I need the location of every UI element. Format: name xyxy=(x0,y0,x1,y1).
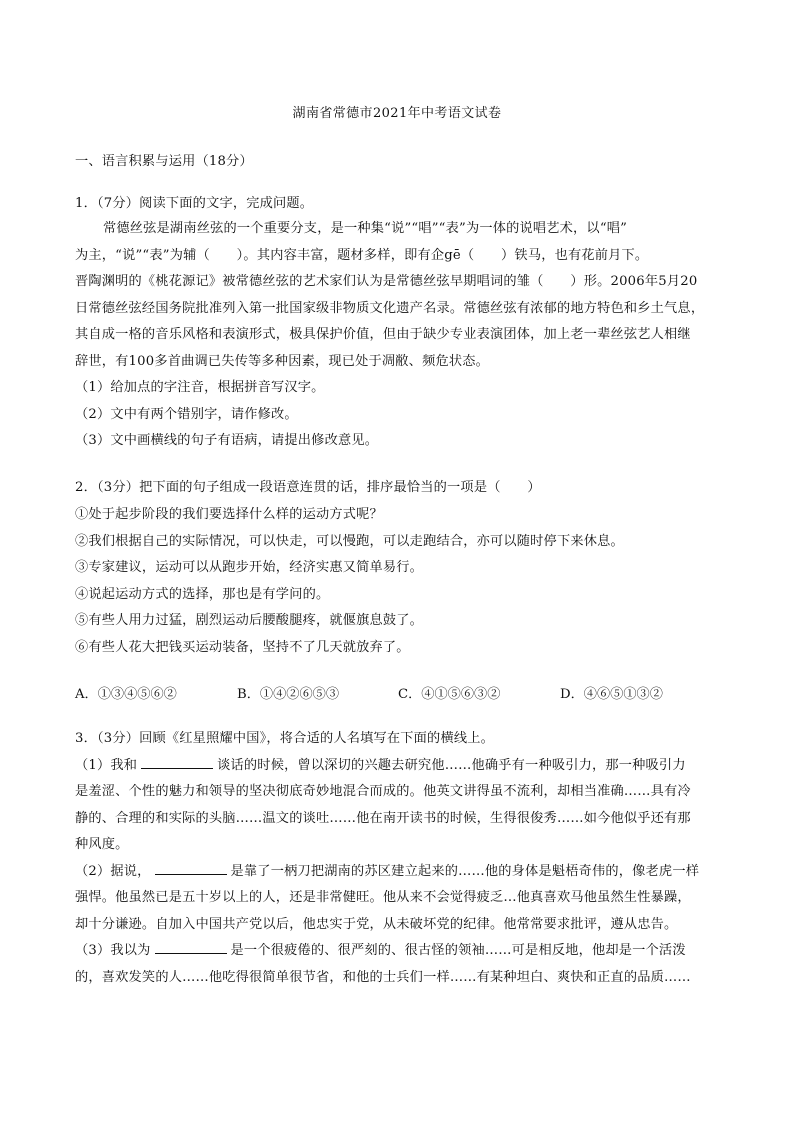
sentence-item: ②我们根据自己的实际情况，可以快走，可以慢跑，可以走跑结合，亦可以随时停下来休息。 xyxy=(75,534,624,549)
passage-line: 其自成一格的音乐风格和表演形式，极具保护价值，但由于缺少专业表演团体，加上老一辈丝弦艺人相继 xyxy=(75,327,691,342)
sentence-item: ⑤有些人用力过猛，剧烈运动后腰酸腿疼，就偃旗息鼓了。 xyxy=(75,613,424,628)
paragraph-line: 的，喜欢发笑的人……他吃得很简单很节省，和他的士兵们一样……有某种坦白、爽快和正直的品质…… xyxy=(75,970,691,985)
answer-blank[interactable] xyxy=(141,756,213,769)
question-1-stem: 1．（7分）阅读下面的文字，完成问题。 xyxy=(75,196,314,211)
sub-question: （3）文中画横线的句子有语病，请提出修改意见。 xyxy=(75,433,379,448)
sentence-item: ①处于起步阶段的我们要选择什么样的运动方式呢？ xyxy=(75,507,383,522)
passage-line: 辞世，有100多首曲调已失传等多种因素，现已处于凋敝、频危状态。 xyxy=(75,354,490,369)
fill-prefix: （3）我以为 xyxy=(75,943,151,958)
section-heading: 一、语言积累与运用（18分） xyxy=(75,154,253,169)
paragraph-line: 却十分谦逊。自加入中国共产党以后，他忠实于党，从未破坏党的纪律。他常常要求批评，遵从忠告。 xyxy=(75,917,678,932)
fill-prefix: （2）据说， xyxy=(75,864,151,879)
fill-text: 谈话的时候，曾以深切的兴趣去研究他……他确乎有一种吸引力，那一种吸引力 xyxy=(217,758,686,773)
paragraph-line: 强悍。他虽然已是五十岁以上的人，还是非常健旺。他从来不会觉得疲乏…他真喜欢马他虽然生性暴躁， xyxy=(75,890,691,905)
question-2-stem: 2．（3分）把下面的句子组成一段语意连贯的话，排序最恰当的一项是（ ） xyxy=(75,480,541,495)
paragraph-line: 种风度。 xyxy=(75,837,129,852)
fill-line xyxy=(75,862,725,882)
sentence-item: ④说起运动方式的选择，那也是有学问的。 xyxy=(75,587,330,602)
passage-line: 为主，“说”“表”为辅（ ）。其内容丰富，题材多样，即有企gē（ ）铁马，也有花前月下。 xyxy=(75,248,649,263)
answer-blank[interactable] xyxy=(155,862,227,875)
paragraph-line: 静的、合理的和实际的头脑……温文的谈吐……他在南开读书的时候，生得很俊秀……如今他似乎还有那 xyxy=(75,811,691,826)
passage-line: 日常德丝弦经国务院批准列入第一批国家级非物质文化遗产名录。常德丝弦有浓郁的地方特色和乡土气息， xyxy=(75,301,705,316)
option-b: B．①④②⑥⑤③ xyxy=(237,687,340,702)
fill-prefix: （1）我和 xyxy=(75,758,138,773)
sentence-item: ③专家建议，运动可以从跑步开始，经济实惠又简单易行。 xyxy=(75,560,424,575)
option-a: A．①③④⑤⑥② xyxy=(75,687,177,702)
question-3-stem: 3．（3分）回顾《红星照耀中国》，将合适的人名填写在下面的横线上。 xyxy=(75,731,494,746)
exam-title: 湖南省常德市2021年中考语文试卷 xyxy=(292,106,502,121)
paragraph-line: 是羞涩、个性的魅力和领导的坚决彻底奇妙地混合而成的。他英文讲得虽不流利，却相当准确……具有冷 xyxy=(75,784,691,799)
answer-blank[interactable] xyxy=(155,941,227,954)
option-c: C．④①⑤⑥③② xyxy=(398,687,501,702)
passage-line: 常德丝弦是湖南丝弦的一个重要分支，是一种集“说”“唱”“表”为一体的说唱艺术，以“唱” xyxy=(103,221,628,236)
sub-question: （2）文中有两个错别字，请作修改。 xyxy=(75,407,298,422)
fill-text: 是靠了一柄刀把湖南的苏区建立起来的……他的身体是魁梧奇伟的，像老虎一样 xyxy=(230,864,700,879)
fill-line xyxy=(75,941,725,961)
fill-text: 是一个很疲倦的、很严刻的、很古怪的领袖……可是相反地，他却是一个活泼 xyxy=(230,943,686,958)
sub-question: （1）给加点的字注音，根据拼音写汉字。 xyxy=(75,380,325,395)
option-d: D．④⑥⑤①③② xyxy=(560,687,663,702)
fill-line xyxy=(75,756,725,776)
sentence-item: ⑥有些人花大把钱买运动装备，坚持不了几天就放弃了。 xyxy=(75,640,410,655)
passage-line: 晋陶渊明的《桃花源记》被常德丝弦的艺术家们认为是常德丝弦早期唱词的雏（ ）形。2006年5月20 xyxy=(75,274,698,289)
